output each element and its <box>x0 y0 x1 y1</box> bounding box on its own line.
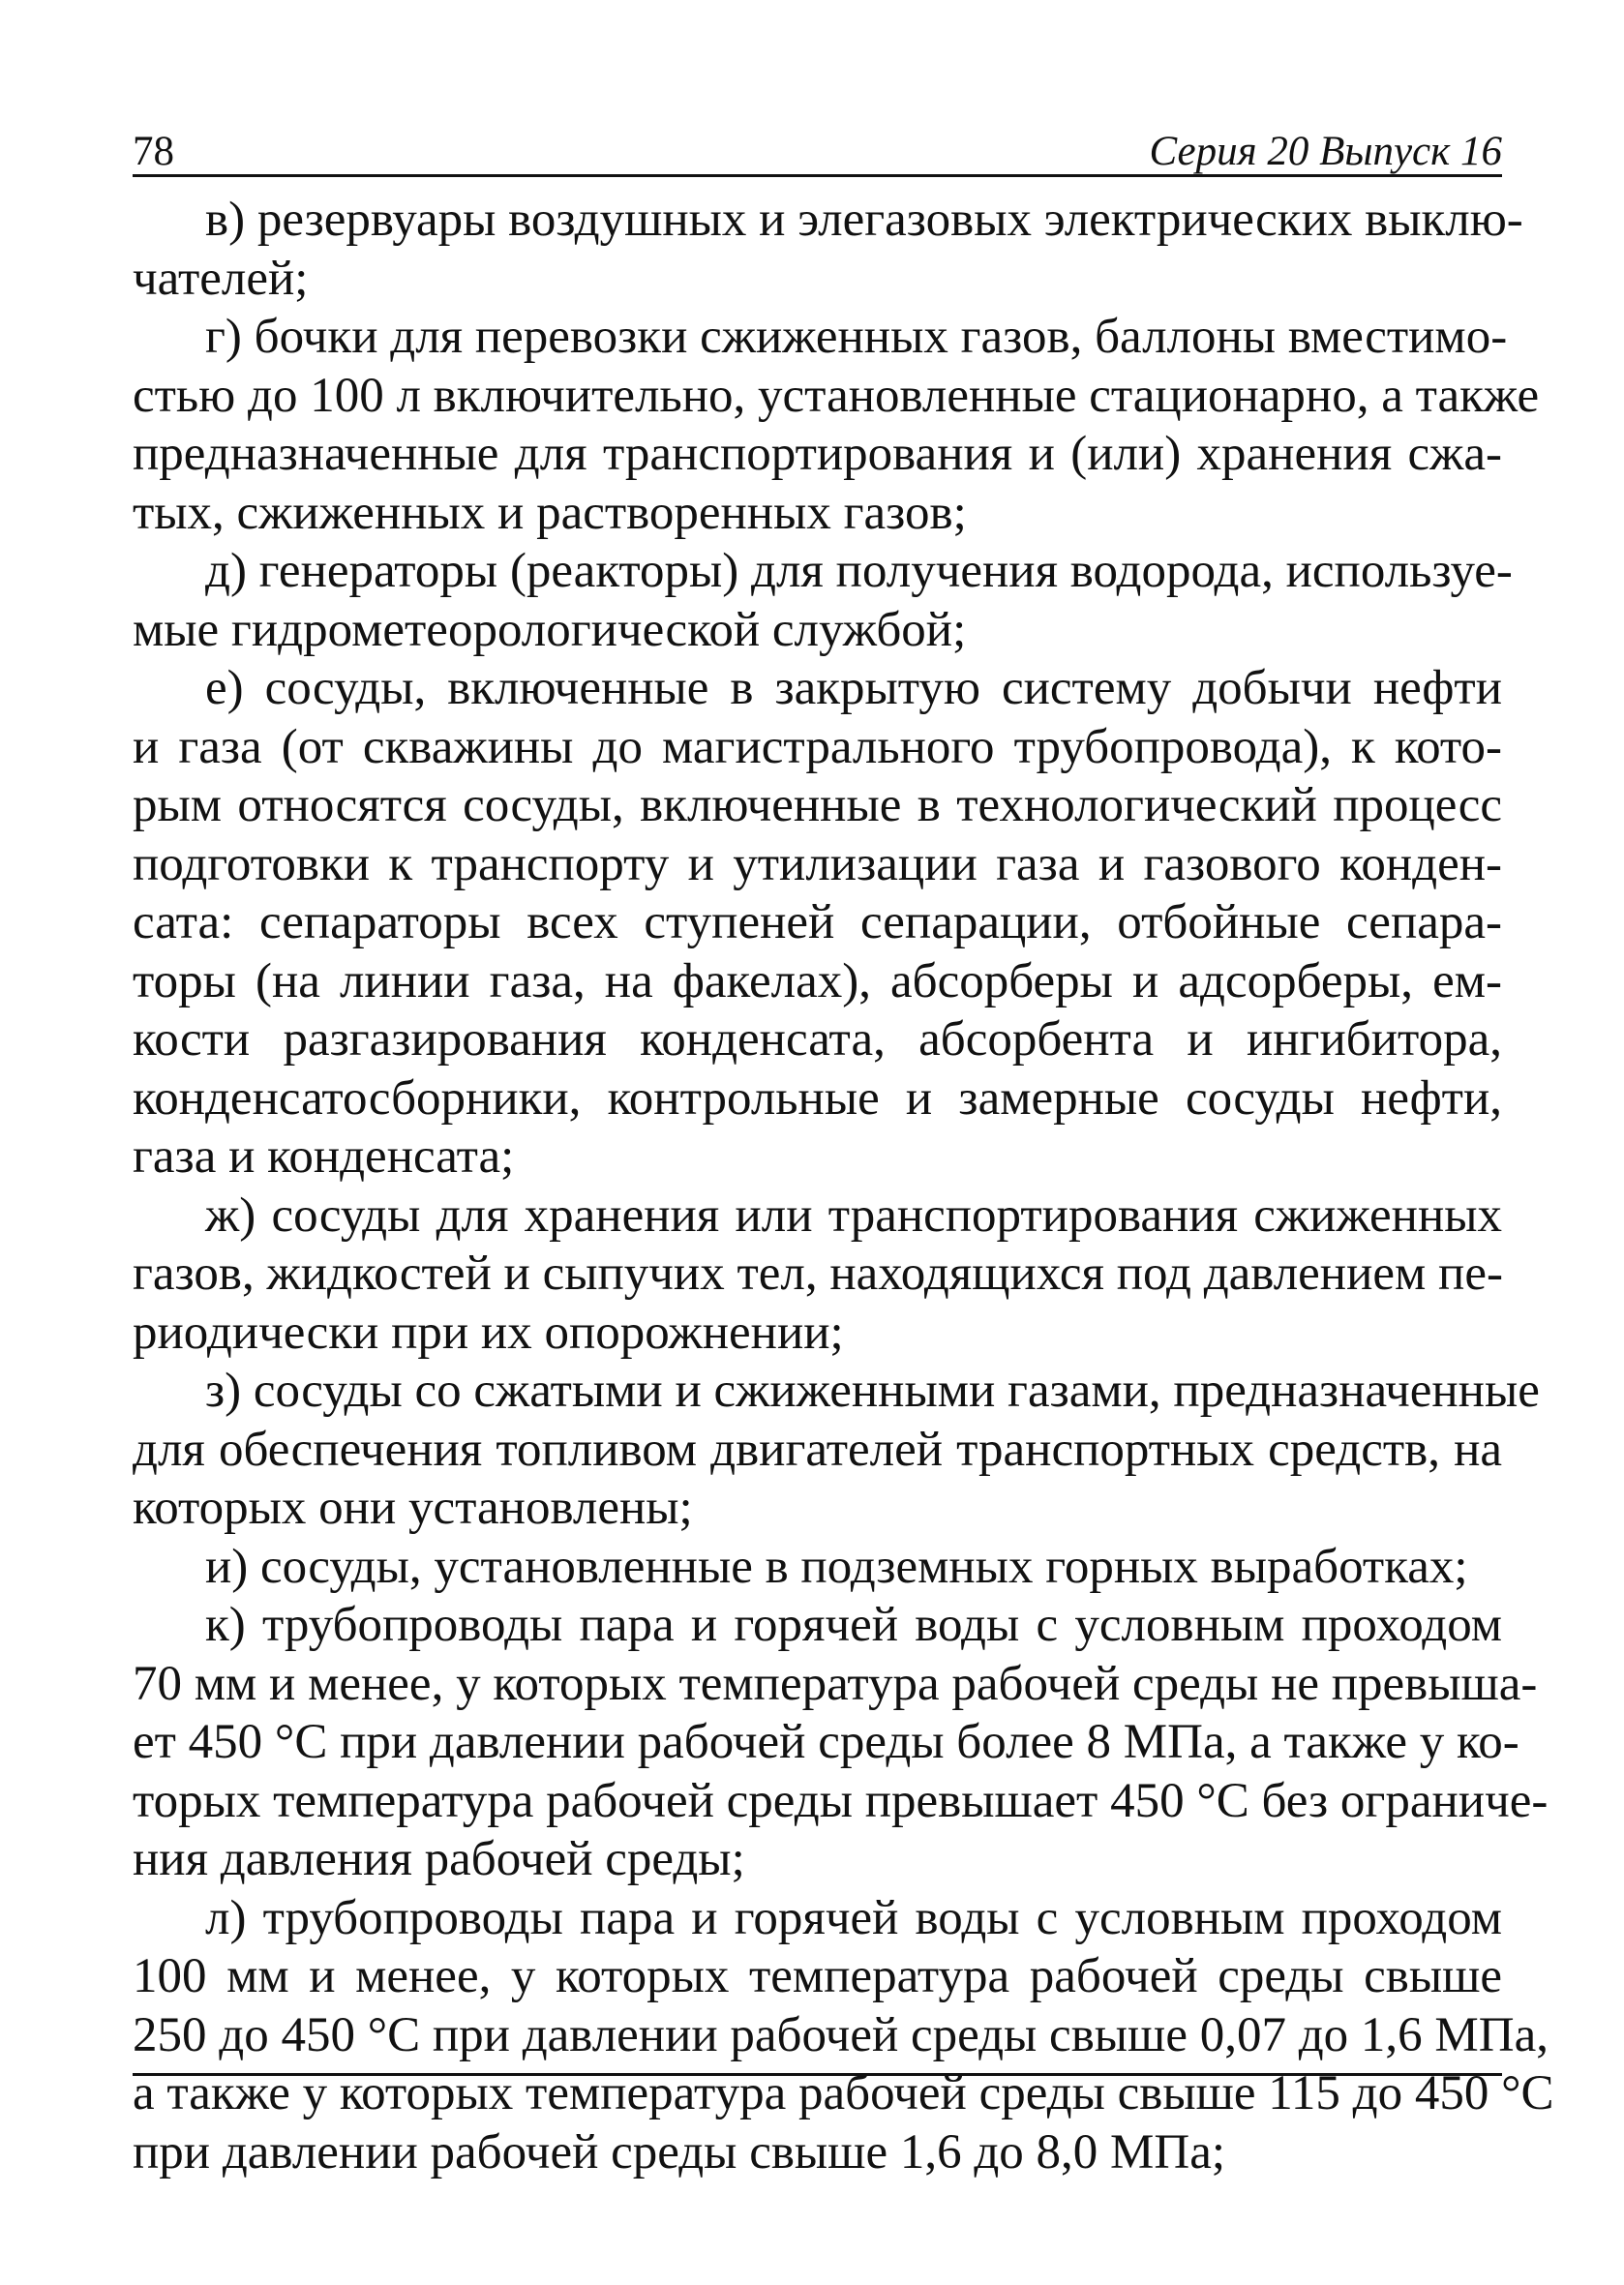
text-line: тых, сжиженных и растворенных газов; <box>133 485 967 540</box>
list-item-paragraph <box>133 1889 1554 2182</box>
text-line: 100 мм и менее, у которых температура рабочей среды свыше <box>133 1949 1502 2003</box>
list-item-paragraph <box>133 1596 1549 1889</box>
text-line: ния давления рабочей среды; <box>133 1832 745 1886</box>
text-line: и) сосуды, установленные в подземных горных выработках; <box>205 1539 1468 1594</box>
list-item-paragraph <box>133 1362 1540 1538</box>
list-item-paragraph <box>133 191 1523 308</box>
text-line: а также у которых температура рабочей среды свыше 115 до 450 °С <box>133 2066 1554 2120</box>
text-line: ет 450 °С при давлении рабочей среды более 8 МПа, а также у ко- <box>133 1715 1519 1769</box>
text-line: стью до 100 л включительно, установленные стационарно, а также <box>133 368 1540 423</box>
list-item-paragraph <box>133 1538 1502 1597</box>
body-text <box>133 191 1554 2181</box>
text-line: рым относятся сосуды, включенные в технологический процесс <box>133 778 1502 832</box>
text-line: в) резервуары воздушных и элегазовых электрических выклю- <box>205 193 1523 247</box>
list-item-paragraph <box>133 542 1513 659</box>
text-line: для обеспечения топливом двигателей транспортных средств, на <box>133 1422 1502 1477</box>
list-item-paragraph <box>133 659 1502 1187</box>
text-line: и газа (от скважины до магистрального трубопровода), к кото- <box>133 719 1502 774</box>
text-line: к) трубопроводы пара и горячей воды с условным проходом <box>205 1598 1502 1652</box>
text-line: газа и конденсата; <box>133 1129 515 1184</box>
text-line: кости разгазирования конденсата, абсорбента и ингибитора, <box>133 1012 1502 1067</box>
text-line: сата: сепараторы всех ступеней сепарации, отбойные сепара- <box>133 895 1502 949</box>
text-line: при давлении рабочей среды свыше 1,6 до 8,0 МПа; <box>133 2124 1226 2180</box>
text-line: 70 мм и менее, у которых температура рабочей среды не превыша- <box>133 1656 1538 1711</box>
text-line: конденсатосборники, контрольные и замерные сосуды нефти, <box>133 1070 1502 1126</box>
text-line: чателей; <box>133 251 309 306</box>
text-line: торых температура рабочей среды превышает 450 °С без ограниче- <box>133 1773 1549 1828</box>
text-line: л) трубопроводы пара и горячей воды с условным проходом <box>205 1890 1502 1945</box>
text-line: газов, жидкостей и сыпучих тел, находящихся под давлением пе- <box>133 1247 1503 1301</box>
text-line: торы (на линии газа, на факелах), абсорберы и адсорберы, ем- <box>133 953 1502 1008</box>
text-line: которых они установлены; <box>133 1481 693 1535</box>
text-line: д) генераторы (реакторы) для получения водорода, используе- <box>205 544 1513 598</box>
text-line: риодически при их опорожнении; <box>133 1305 844 1360</box>
page-number: 78 <box>133 129 174 174</box>
text-line: подготовки к транспорту и утилизации газа и газового конден- <box>133 836 1502 891</box>
list-item-paragraph <box>133 308 1540 542</box>
text-line: г) бочки для перевозки сжиженных газов, баллоны вместимо- <box>205 310 1508 364</box>
text-line: 250 до 450 °С при давлении рабочей среды свыше 0,07 до 1,6 МПа, <box>133 2007 1549 2062</box>
text-line: предназначенные для транспортирования и (или) хранения сжа- <box>133 427 1502 481</box>
text-line: мые гидрометеорологической службой; <box>133 602 967 657</box>
list-item-paragraph <box>133 1187 1502 1363</box>
running-head: Серия 20 Выпуск 16 <box>1149 129 1502 174</box>
text-line: е) сосуды, включенные в закрытую систему добычи нефти <box>205 661 1502 715</box>
text-line: ж) сосуды для хранения или транспортирования сжиженных <box>205 1188 1502 1243</box>
page-header <box>133 114 1502 177</box>
text-line: з) сосуды со сжатыми и сжиженными газами, предназначенные <box>205 1364 1540 1418</box>
footer-rule <box>133 2073 1502 2076</box>
